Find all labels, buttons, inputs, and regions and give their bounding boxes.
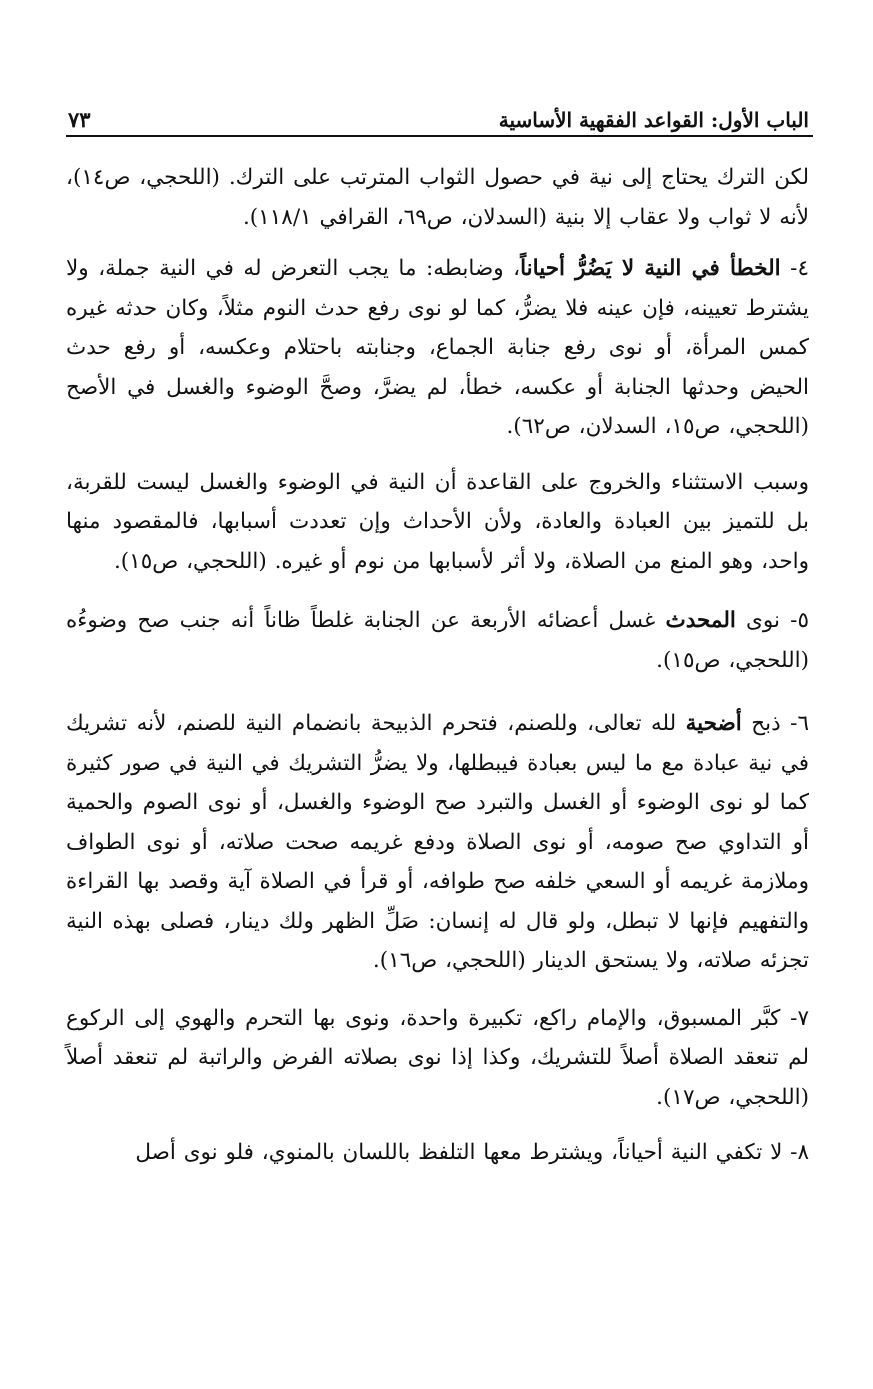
paragraph-3-text: وسبب الاستثناء والخروج على القاعدة أن النية في الوضوء والغسل ليست للقربة، بل للتميز بين العبادة والعادة، ولأن الأحداث وإن تعددت أسبابها، فالمقصود منها واحد، وهو المنع من الصلاة، ولا أثر لأسبابها من نوم أو غيره. (اللحجي، ص١٥). (66, 469, 809, 574)
paragraph-5-lead: ٦- ذبح (741, 711, 809, 736)
paragraph-2 (66, 249, 809, 447)
header-divider (66, 135, 813, 137)
chapter-title: الباب الأول: القواعد الفقهية الأساسية (498, 108, 809, 132)
paragraph-5 (66, 704, 809, 981)
paragraph-6-text: ٧- كبَّر المسبوق، والإمام راكع، تكبيرة واحدة، ونوى بها التحرم والهوي إلى الركوع لم تنعقد الصلاة أصلاً للتشريك، وكذا إذا نوى بصلاته الفرض والراتبة لم تنعقد أصلاً (اللحجي، ص١٧). (66, 1005, 809, 1110)
paragraph-4-lead: ٥- نوى (735, 608, 809, 633)
paragraph-1 (66, 158, 809, 237)
paragraph-3 (66, 463, 809, 582)
paragraph-6 (66, 999, 809, 1118)
page-number: ٧٣ (68, 107, 91, 132)
paragraph-7 (66, 1133, 809, 1173)
paragraph-2-bold: الخطأ في النية لا يَضُرُّ أحياناً (520, 256, 781, 281)
paragraph-2-rest: ، وضابطه: ما يجب التعرض له في النية جملة، ولا يشترط تعيينه، فإن عينه فلا يضرُّ، كما لو نوى رفع حدث النوم مثلاً، وكان حدثه غيره كمس المرأة، أو نوى رفع جنابة الجماع، وجنابته باحتلام وعكسه، أو رفع حدث الحيض وحدثها الجنابة أو عكسه، خطأ، لم يضرَّ، وصحَّ الوضوء والغسل في الأصح (اللحجي، ص١٥، السدلان، ص٦٢). (66, 256, 809, 439)
paragraph-4-rest: غسل أعضائه الأربعة عن الجنابة غلطاً ظاناً أنه جنب صح وضوءُه (اللحجي، ص١٥). (66, 608, 809, 673)
paragraph-4 (66, 601, 809, 680)
paragraph-5-rest: لله تعالى، وللصنم، فتحرم الذبيحة بانضمام النية للصنم، لأنه تشريك في نية عبادة مع ما ليس بعبادة فيبطلها، ولا يضرُّ التشريك في النية في صور كثيرة كما لو نوى الوضوء أو الغسل والتبرد صح الوضوء والغسل، أو نوى الصوم والحمية أو التداوي صح صومه، أو نوى الصلاة ودفع غريمه صحت صلاته، أو نوى الطواف وملازمة غريمه أو السعي خلفه صح طوافه، أو قرأ في الصلاة آية وقصد بها القراءة والتفهيم فإنها لا تبطل، ولو قال له إنسان: صَلِّ الظهر ولك دينار، فصلى بهذه النية تجزئه صلاته، ولا يستحق الدينار (اللحجي، ص١٦). (66, 711, 809, 973)
paragraph-5-bold: أضحية (685, 711, 742, 736)
paragraph-4-bold: المحدث (665, 608, 736, 633)
paragraph-1-text: لكن الترك يحتاج إلى نية في حصول الثواب المترتب على الترك. (اللحجي، ص١٤)، لأنه لا ثواب ولا عقاب إلا بنية (السدلان، ص٦٩، القرافي ١١٨/١). (66, 165, 809, 230)
paragraph-2-lead: ٤- (780, 256, 809, 281)
running-header (68, 92, 809, 132)
paragraph-7-text: ٨- لا تكفي النية أحياناً، ويشترط معها التلفظ باللسان بالمنوي، فلو نوى أصل (135, 1140, 809, 1165)
page-body (66, 158, 809, 1191)
